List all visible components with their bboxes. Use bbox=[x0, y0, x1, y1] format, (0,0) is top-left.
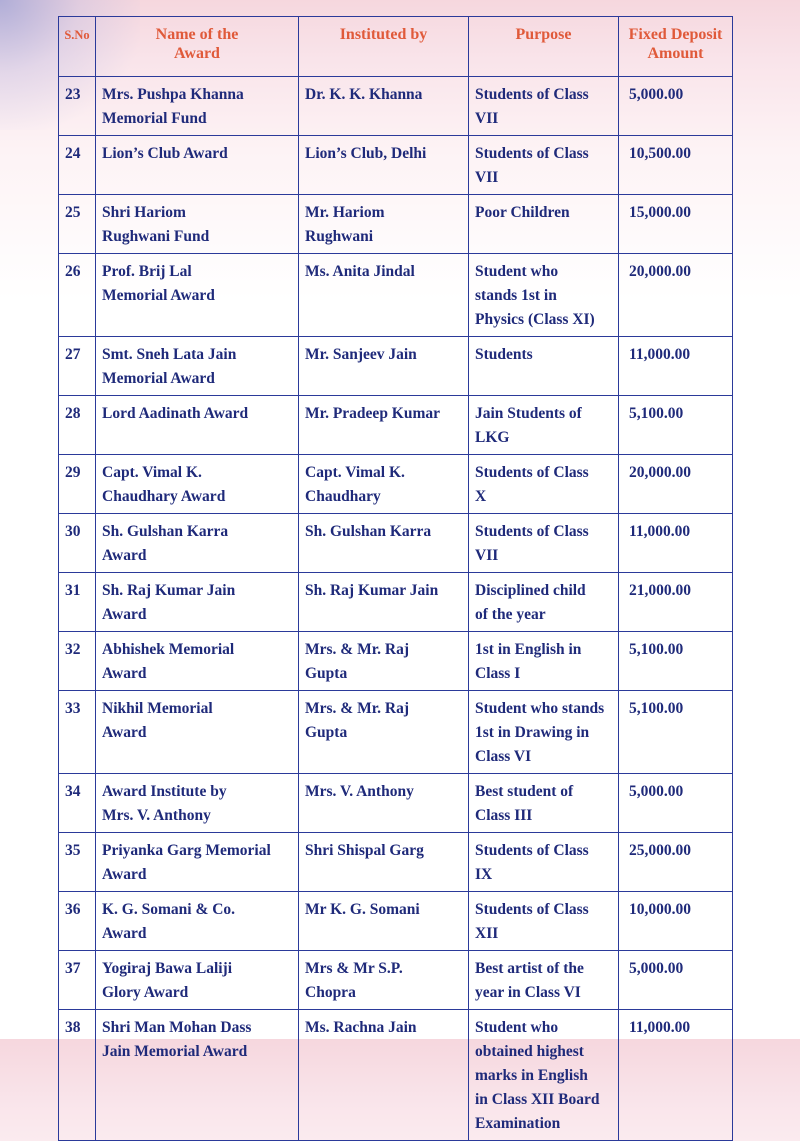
cell-amount: 5,000.00 bbox=[619, 77, 733, 136]
cell-award-name: Priyanka Garg Memorial Award bbox=[96, 833, 299, 892]
cell-award-name: Mrs. Pushpa Khanna Memorial Fund bbox=[96, 77, 299, 136]
cell-amount: 20,000.00 bbox=[619, 254, 733, 337]
cell-purpose: Best artist of the year in Class VI bbox=[469, 951, 619, 1010]
cell-instituted-by: Shri Shispal Garg bbox=[299, 833, 469, 892]
cell-purpose: Students of Class VII bbox=[469, 514, 619, 573]
cell-award-name: Shri Hariom Rughwani Fund bbox=[96, 195, 299, 254]
cell-instituted-by: Ms. Anita Jindal bbox=[299, 254, 469, 337]
table-row bbox=[59, 396, 733, 455]
table-body bbox=[59, 77, 733, 1141]
cell-purpose: Student who stands 1st in Drawing in Class VI bbox=[469, 691, 619, 774]
cell-sno: 32 bbox=[59, 632, 96, 691]
cell-purpose: 1st in English in Class I bbox=[469, 632, 619, 691]
cell-sno: 35 bbox=[59, 833, 96, 892]
header-amount: Fixed Deposit Amount bbox=[619, 17, 733, 77]
cell-instituted-by: Mrs & Mr S.P. Chopra bbox=[299, 951, 469, 1010]
header-row bbox=[59, 17, 733, 77]
table-row bbox=[59, 892, 733, 951]
cell-purpose: Jain Students of LKG bbox=[469, 396, 619, 455]
table-row bbox=[59, 833, 733, 892]
cell-award-name: Capt. Vimal K. Chaudhary Award bbox=[96, 455, 299, 514]
cell-purpose: Best student of Class III bbox=[469, 774, 619, 833]
cell-sno: 38 bbox=[59, 1010, 96, 1141]
cell-award-name: Award Institute by Mrs. V. Anthony bbox=[96, 774, 299, 833]
cell-award-name: Nikhil Memorial Award bbox=[96, 691, 299, 774]
table-row bbox=[59, 691, 733, 774]
table-row bbox=[59, 195, 733, 254]
cell-amount: 10,000.00 bbox=[619, 892, 733, 951]
cell-instituted-by: Dr. K. K. Khanna bbox=[299, 77, 469, 136]
cell-instituted-by: Ms. Rachna Jain bbox=[299, 1010, 469, 1141]
cell-instituted-by: Sh. Gulshan Karra bbox=[299, 514, 469, 573]
cell-award-name: Sh. Raj Kumar Jain Award bbox=[96, 573, 299, 632]
cell-amount: 5,000.00 bbox=[619, 774, 733, 833]
cell-sno: 31 bbox=[59, 573, 96, 632]
cell-sno: 37 bbox=[59, 951, 96, 1010]
cell-instituted-by: Mr. Sanjeev Jain bbox=[299, 337, 469, 396]
header-award-name: Name of the Award bbox=[96, 17, 299, 77]
cell-amount: 5,100.00 bbox=[619, 632, 733, 691]
cell-sno: 25 bbox=[59, 195, 96, 254]
cell-amount: 11,000.00 bbox=[619, 337, 733, 396]
table-row bbox=[59, 77, 733, 136]
table-row bbox=[59, 337, 733, 396]
cell-purpose: Disciplined child of the year bbox=[469, 573, 619, 632]
cell-amount: 11,000.00 bbox=[619, 514, 733, 573]
cell-sno: 33 bbox=[59, 691, 96, 774]
cell-amount: 25,000.00 bbox=[619, 833, 733, 892]
cell-award-name: Shri Man Mohan Dass Jain Memorial Award bbox=[96, 1010, 299, 1141]
cell-sno: 24 bbox=[59, 136, 96, 195]
header-sno: S.No bbox=[59, 17, 96, 77]
cell-sno: 30 bbox=[59, 514, 96, 573]
cell-sno: 27 bbox=[59, 337, 96, 396]
cell-purpose: Students bbox=[469, 337, 619, 396]
table-row bbox=[59, 573, 733, 632]
cell-amount: 21,000.00 bbox=[619, 573, 733, 632]
cell-sno: 29 bbox=[59, 455, 96, 514]
cell-purpose: Poor Children bbox=[469, 195, 619, 254]
table-row bbox=[59, 254, 733, 337]
cell-instituted-by: Sh. Raj Kumar Jain bbox=[299, 573, 469, 632]
cell-instituted-by: Mrs. & Mr. Raj Gupta bbox=[299, 691, 469, 774]
cell-award-name: Smt. Sneh Lata Jain Memorial Award bbox=[96, 337, 299, 396]
cell-instituted-by: Lion’s Club, Delhi bbox=[299, 136, 469, 195]
cell-purpose: Students of Class X bbox=[469, 455, 619, 514]
table-row bbox=[59, 951, 733, 1010]
table-row bbox=[59, 632, 733, 691]
cell-amount: 5,100.00 bbox=[619, 396, 733, 455]
table-row bbox=[59, 1010, 733, 1141]
cell-sno: 28 bbox=[59, 396, 96, 455]
cell-instituted-by: Capt. Vimal K. Chaudhary bbox=[299, 455, 469, 514]
cell-instituted-by: Mrs. V. Anthony bbox=[299, 774, 469, 833]
cell-amount: 11,000.00 bbox=[619, 1010, 733, 1141]
cell-award-name: Sh. Gulshan Karra Award bbox=[96, 514, 299, 573]
cell-amount: 10,500.00 bbox=[619, 136, 733, 195]
cell-instituted-by: Mr K. G. Somani bbox=[299, 892, 469, 951]
cell-award-name: Prof. Brij Lal Memorial Award bbox=[96, 254, 299, 337]
cell-award-name: Lion’s Club Award bbox=[96, 136, 299, 195]
cell-amount: 5,100.00 bbox=[619, 691, 733, 774]
cell-award-name: Abhishek Memorial Award bbox=[96, 632, 299, 691]
cell-sno: 23 bbox=[59, 77, 96, 136]
cell-purpose: Students of Class XII bbox=[469, 892, 619, 951]
table-row bbox=[59, 455, 733, 514]
cell-purpose: Students of Class VII bbox=[469, 136, 619, 195]
cell-purpose: Student who stands 1st in Physics (Class XI) bbox=[469, 254, 619, 337]
cell-purpose: Students of Class IX bbox=[469, 833, 619, 892]
cell-amount: 15,000.00 bbox=[619, 195, 733, 254]
cell-amount: 20,000.00 bbox=[619, 455, 733, 514]
awards-table bbox=[58, 16, 733, 1141]
cell-award-name: K. G. Somani & Co. Award bbox=[96, 892, 299, 951]
cell-sno: 34 bbox=[59, 774, 96, 833]
cell-purpose: Students of Class VII bbox=[469, 77, 619, 136]
table-row bbox=[59, 514, 733, 573]
cell-sno: 26 bbox=[59, 254, 96, 337]
cell-purpose: Student who obtained highest marks in English in Class XII Board Examination bbox=[469, 1010, 619, 1141]
cell-amount: 5,000.00 bbox=[619, 951, 733, 1010]
header-purpose: Purpose bbox=[469, 17, 619, 77]
cell-award-name: Lord Aadinath Award bbox=[96, 396, 299, 455]
cell-sno: 36 bbox=[59, 892, 96, 951]
table-row bbox=[59, 774, 733, 833]
header-instituted-by: Instituted by bbox=[299, 17, 469, 77]
cell-award-name: Yogiraj Bawa Laliji Glory Award bbox=[96, 951, 299, 1010]
cell-instituted-by: Mr. Pradeep Kumar bbox=[299, 396, 469, 455]
cell-instituted-by: Mrs. & Mr. Raj Gupta bbox=[299, 632, 469, 691]
cell-instituted-by: Mr. Hariom Rughwani bbox=[299, 195, 469, 254]
table-row bbox=[59, 136, 733, 195]
